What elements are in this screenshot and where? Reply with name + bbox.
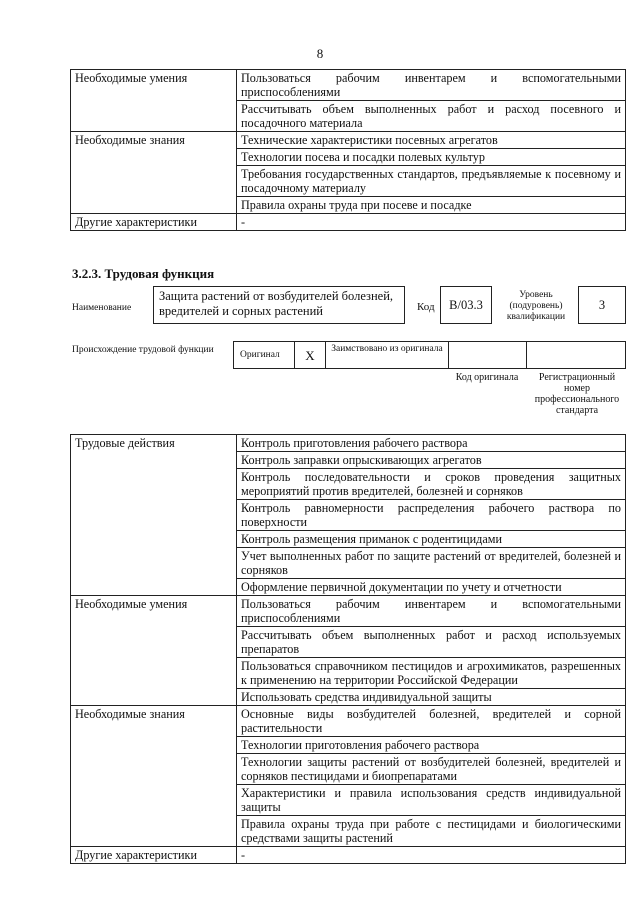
origin-label: Происхождение трудовой функции xyxy=(72,345,214,355)
row-item: Контроль приготовления рабочего раствора xyxy=(237,435,626,452)
row-item: Основные виды возбудителей болезней, вредителей и сорной растительности xyxy=(237,706,626,737)
row-item: Контроль размещения приманок с родентицидами xyxy=(237,531,626,548)
skills-knowledge-table-1 xyxy=(70,69,626,231)
row-item: Технические характеристики посевных агрегатов xyxy=(237,132,626,149)
skills-knowledge-table-2 xyxy=(70,434,626,864)
original-mark-cell xyxy=(294,342,326,368)
section-heading: 3.2.3. Трудовая функция xyxy=(72,266,215,281)
borrowed-label: Заимствовано из оригинала xyxy=(331,344,443,354)
row-label: Необходимые знания xyxy=(71,706,237,847)
code-value: B/03.3 xyxy=(449,297,483,312)
row-item: Пользоваться справочником пестицидов и агрохимикатов, разрешенных к применению на территории Российской Федерации xyxy=(237,658,626,689)
row-item: Пользоваться рабочим инвентарем и вспомогательными приспособлениями xyxy=(237,596,626,627)
row-label: Трудовые действия xyxy=(71,435,237,596)
level-value: 3 xyxy=(598,297,606,312)
table-row xyxy=(71,596,626,627)
row-item: Пользоваться рабочим инвентарем и вспомогательными приспособлениями xyxy=(237,70,626,101)
function-name-box xyxy=(153,286,405,324)
code-original-label: Код оригинала xyxy=(455,372,519,383)
row-item: Технологии посева и посадки полевых культур xyxy=(237,149,626,166)
row-label: Необходимые умения xyxy=(71,70,237,132)
origin-row xyxy=(233,341,626,369)
code-box xyxy=(440,286,492,324)
table-row xyxy=(71,847,626,864)
original-mark: X xyxy=(305,347,315,363)
row-item: Контроль последовательности и сроков проведения защитных мероприятий против вредителей, болезней и сорняков xyxy=(237,469,626,500)
table-row xyxy=(71,706,626,737)
row-item: Характеристики и правила использования средств индивидуальной защиты xyxy=(237,785,626,816)
function-name: Защита растений от возбудителей болезней, вредителей и сорных растений xyxy=(159,289,394,318)
table-row xyxy=(71,70,626,101)
row-item: - xyxy=(237,214,626,231)
row-item: Требования государственных стандартов, предъявляемые к посевному и посадочному материалу xyxy=(237,166,626,197)
row-item: Оформление первичной документации по учету и отчетности xyxy=(237,579,626,596)
row-item: Контроль равномерности распределения рабочего раствора по поверхности xyxy=(237,500,626,531)
code-label: Код xyxy=(417,301,435,313)
row-label: Другие характеристики xyxy=(71,847,237,864)
row-label: Необходимые знания xyxy=(71,132,237,214)
row-item: Учет выполненных работ по защите растений от вредителей, болезней и сорняков xyxy=(237,548,626,579)
row-item: Технологии приготовления рабочего раствора xyxy=(237,737,626,754)
row-item: Рассчитывать объем выполненных работ и расход используемых препаратов xyxy=(237,627,626,658)
row-item: Контроль заправки опрыскивающих агрегатов xyxy=(237,452,626,469)
row-item: Использовать средства индивидуальной защиты xyxy=(237,689,626,706)
row-label: Необходимые умения xyxy=(71,596,237,706)
table-row xyxy=(71,132,626,149)
page-number: 8 xyxy=(316,46,324,61)
row-item: Технологии защиты растений от возбудителей болезней, вредителей и сорняков пестицидами и биопрепаратами xyxy=(237,754,626,785)
original-label: Оригинал xyxy=(240,350,280,360)
level-label: Уровень (подуровень) квалификации xyxy=(506,290,566,322)
table-row xyxy=(71,214,626,231)
row-item: - xyxy=(237,847,626,864)
row-item: Правила охраны труда при работе с пестицидами и биологическими средствами защиты растений xyxy=(237,816,626,847)
level-box xyxy=(578,286,626,324)
row-item: Правила охраны труда при посеве и посадке xyxy=(237,197,626,214)
name-label: Наименование xyxy=(72,303,132,313)
row-item: Рассчитывать объем выполненных работ и расход посевного и посадочного материала xyxy=(237,101,626,132)
table-row xyxy=(71,435,626,452)
row-label: Другие характеристики xyxy=(71,214,237,231)
reg-number-label: Регистрационный номер профессионального стандарта xyxy=(534,372,620,416)
